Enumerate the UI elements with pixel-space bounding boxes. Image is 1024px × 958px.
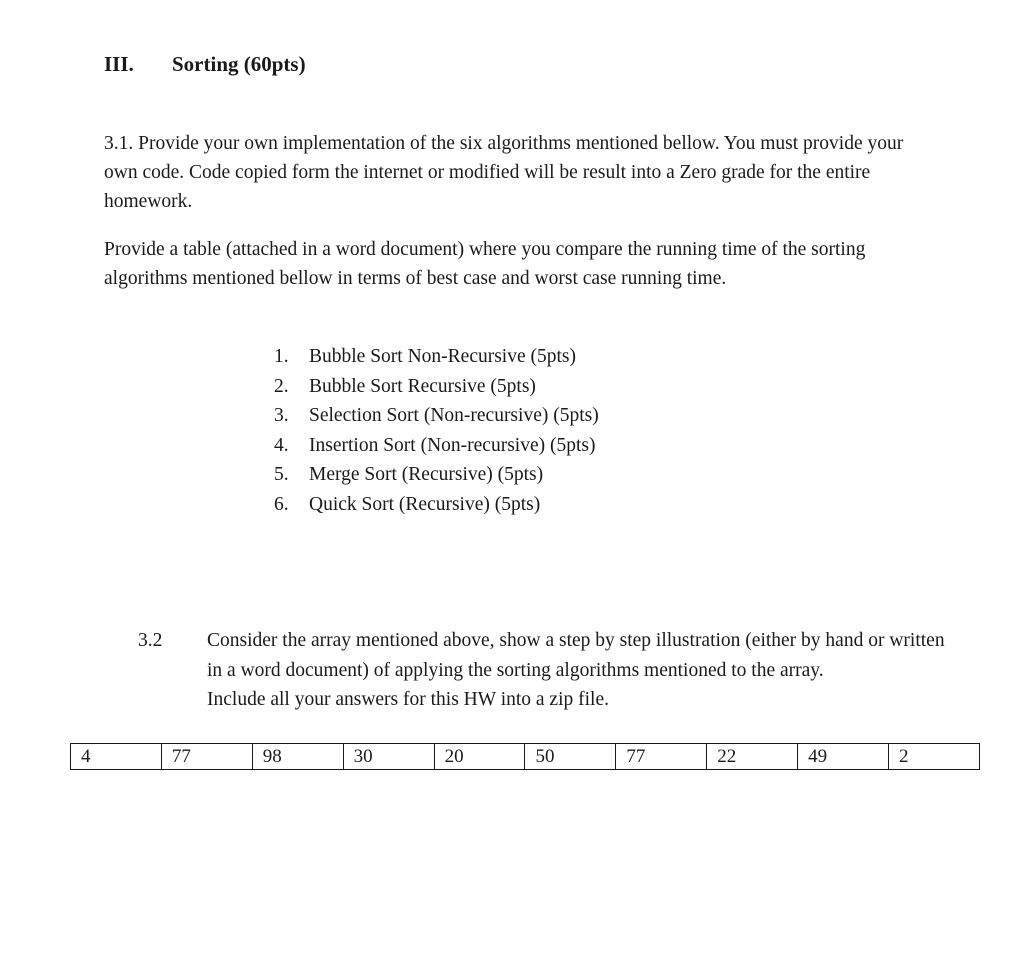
array-cell: 22 xyxy=(707,744,798,770)
list-item-number: 3. xyxy=(274,405,289,426)
list-item xyxy=(274,372,599,402)
question-3-2-note: Include all your answers for this HW into a zip file. xyxy=(207,689,609,710)
list-item xyxy=(274,490,599,520)
array-cell: 50 xyxy=(525,744,616,770)
list-item-number: 4. xyxy=(274,434,289,456)
array-cell: 49 xyxy=(798,744,889,770)
question-3-2-number: 3.2 xyxy=(138,630,163,651)
list-item-number: 2. xyxy=(274,375,289,397)
list-item-number: 5. xyxy=(274,464,289,485)
section-heading xyxy=(104,52,306,77)
array-cell: 20 xyxy=(434,744,525,770)
array-cell: 30 xyxy=(343,744,434,770)
array-cell: 2 xyxy=(889,744,980,770)
question-3-1-paragraph: 3.1. Provide your own implementation of the six algorithms mentioned bellow. You must provide your own code. Code copied form the internet or modified will be result into a Zero grade for the entire homework. xyxy=(104,133,904,212)
array-cell: 77 xyxy=(161,744,252,770)
list-item-text: Merge Sort (Recursive) (5pts) xyxy=(309,464,544,485)
question-3-2-text: Consider the array mentioned above, show a step by step illustration (either by hand or written in a word document) of applying the sorting algorithms mentioned to the array. xyxy=(207,630,945,681)
list-item xyxy=(274,431,599,461)
section-number: III. xyxy=(104,52,134,76)
list-item-text: Insertion Sort (Non-recursive) (5pts) xyxy=(309,434,596,456)
question-3-2-body xyxy=(207,626,957,715)
list-item-number: 1. xyxy=(274,346,289,367)
list-item-text: Bubble Sort Non-Recursive (5pts) xyxy=(309,346,577,367)
list-item xyxy=(274,401,599,431)
table-instruction-paragraph: Provide a table (attached in a word document) where you compare the running time of the sorting algorithms mentioned bellow in terms of best case and worst case running time. xyxy=(104,239,866,289)
algorithm-list xyxy=(274,342,599,519)
list-item-text: Quick Sort (Recursive) (5pts) xyxy=(309,493,541,515)
array-cell: 98 xyxy=(252,744,343,770)
array-table xyxy=(70,743,980,770)
list-item-number: 6. xyxy=(274,493,289,515)
list-item xyxy=(274,342,599,372)
question-3-2 xyxy=(138,626,958,715)
array-cell: 77 xyxy=(616,744,707,770)
list-item xyxy=(274,460,599,490)
table-row xyxy=(71,744,980,770)
section-title: Sorting (60pts) xyxy=(172,52,306,76)
list-item-text: Bubble Sort Recursive (5pts) xyxy=(309,375,536,397)
array-cell: 4 xyxy=(71,744,162,770)
list-item-text: Selection Sort (Non-recursive) (5pts) xyxy=(309,405,599,426)
